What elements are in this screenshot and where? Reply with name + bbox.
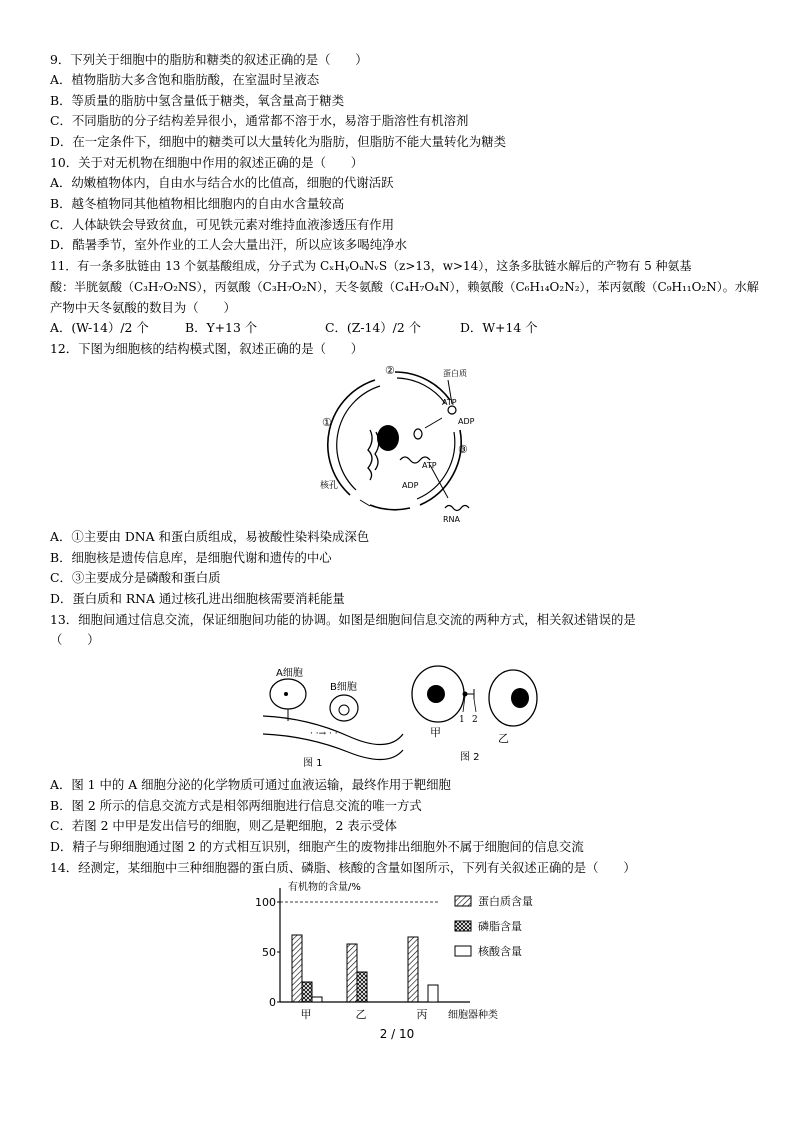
q12-option-d: D．蛋白质和 RNA 通过核孔进出细胞核需要消耗能量 <box>50 591 345 606</box>
y-tick-label: 0 <box>269 996 276 1009</box>
label-pore: 核孔 <box>320 481 339 491</box>
label-2: ② <box>385 364 395 377</box>
x-tick-label: 乙 <box>355 1008 367 1021</box>
q12-option-c: C．③主要成分是磷酸和蛋白质 <box>50 570 221 585</box>
bar-乙-蛋白质含量 <box>347 944 357 1002</box>
label-yi: 乙 <box>498 732 509 745</box>
q12-option-a: A．①主要由 DNA 和蛋白质组成，易被酸性染料染成深色 <box>50 529 370 544</box>
nucleolus <box>377 425 399 451</box>
q11-option-d: D．W+14 个 <box>460 320 538 335</box>
label-protein: 蛋白质 <box>443 369 467 378</box>
legend-label: 蛋白质含量 <box>478 895 533 908</box>
q13-stem: 13．细胞间通过信息交流，保证细胞间功能的协调。如图是细胞间信息交流的两种方式，相关叙述错误的是 <box>50 612 636 627</box>
envelope-inner-top <box>397 378 445 403</box>
label-fig2: 图 2 <box>460 752 480 763</box>
q13-option-d: D．精子与卵细胞通过图 2 的方式相互识别，细胞产生的废物排出细胞外不属于细胞间的信息交流 <box>50 839 584 854</box>
q13-stem-2: （ ） <box>50 632 100 647</box>
page-number: 2 / 10 <box>379 1027 415 1041</box>
envelope-outer-bottom <box>370 505 410 510</box>
cell-jia-nucleus <box>427 685 445 703</box>
q13-option-a: A．图 1 中的 A 细胞分泌的化学物质可通过血液运输，最终作用于靶细胞 <box>50 777 451 792</box>
legend-swatch <box>455 946 471 956</box>
y-tick-label: 50 <box>262 946 276 959</box>
label-adp-top: ADP <box>458 417 475 426</box>
x-tick-label: 丙 <box>416 1008 428 1021</box>
q9-option-c: C．不同脂肪的分子结构差异很小，通常都不溶于水，易溶于脂溶性有机溶剂 <box>50 113 469 128</box>
label-fig1: 图 1 <box>303 758 323 769</box>
legend-label: 核酸含量 <box>478 945 522 958</box>
organelle-bar-chart <box>250 880 550 1025</box>
q10-option-a: A．幼嫩植物体内，自由水与结合水的比值高，细胞的代谢活跃 <box>50 175 394 190</box>
protein-circle <box>448 406 456 414</box>
q11-line1: 11．有一条多肽链由 13 个氨基酸组成，分子式为 CₓHᵧOᵤNᵥS（z>13，w>14），这条多肽链水解后的产物有 5 种氨基 <box>50 259 692 273</box>
q10-stem: 10．关于对无机物在细胞中作用的叙述正确的是（ ） <box>50 155 364 170</box>
cell-a-dot <box>284 692 288 696</box>
cell-yi-nucleus <box>511 688 529 708</box>
q10-option-c: C．人体缺铁会导致贫血，可见铁元素对维持血液渗透压有作用 <box>50 217 395 232</box>
cell-b-nucleus <box>339 705 349 715</box>
q10-option-d: D．酷暑季节，室外作业的工人会大量出汗，所以应该多喝纯净水 <box>50 237 407 252</box>
x-tick-label: 甲 <box>300 1008 312 1021</box>
bar-丙-核酸含量 <box>428 985 438 1002</box>
q9-stem: 9．下列关于细胞中的脂肪和糖类的叙述正确的是（ ） <box>50 52 368 67</box>
q11-option-b: B．Y+13 个 <box>185 320 258 335</box>
bar-丙-蛋白质含量 <box>408 937 418 1002</box>
bar-甲-核酸含量 <box>312 997 322 1002</box>
bar-乙-磷脂含量 <box>357 972 367 1002</box>
q13-option-c: C．若图 2 中甲是发出信号的细胞，则乙是靶细胞，2 表示受体 <box>50 818 397 833</box>
y-tick-label: 100 <box>255 896 276 909</box>
label-1: ① <box>322 416 332 429</box>
bar-甲-蛋白质含量 <box>292 935 302 1002</box>
receptor <box>465 689 474 699</box>
q11-line2: 酸：半胱氨酸（C₃H₇O₂NS），丙氨酸（C₃H₇O₂N），天冬氨酸（C₄H₇O₄N），赖氨酸（C₆H₁₄O₂N₂），苯丙氨酸（C₉H₁₁O₂N）。水解 <box>50 280 759 294</box>
label-atp-bottom: ATP <box>422 461 437 470</box>
envelope-outer-left <box>328 380 375 495</box>
q10-option-b: B．越冬植物同其他植物相比细胞内的自由水含量较高 <box>50 196 345 211</box>
legend-swatch <box>455 896 471 906</box>
label-cell-a: A细胞 <box>276 668 303 679</box>
label-cell-b: B细胞 <box>330 682 357 693</box>
q9-option-b: B．等质量的脂肪中氢含量低于糖类，氧含量高于糖类 <box>50 93 345 108</box>
label-jia: 甲 <box>430 726 441 739</box>
bar-甲-磷脂含量 <box>302 982 312 1002</box>
x-axis-label: 细胞器种类 <box>448 1010 498 1021</box>
q11-option-c: C．(Z-14）/2 个 <box>325 320 422 335</box>
signal-diagram <box>258 656 578 771</box>
y-axis-label: 有机物的含量/% <box>288 882 361 893</box>
q11-option-a: A．(W-14）/2 个 <box>50 320 149 335</box>
label-n1: 1 <box>459 715 465 725</box>
nucleus-diagram <box>300 360 510 525</box>
envelope-outer-top <box>395 372 450 400</box>
q9-option-d: D．在一定条件下，细胞中的糖类可以大量转化为脂肪，但脂肪不能大量转化为糖类 <box>50 134 506 149</box>
flow-dots: · ·→ · · <box>310 729 338 739</box>
q11-line3: 产物中天冬氨酸的数目为（ ） <box>50 300 236 315</box>
q13-option-b: B．图 2 所示的信息交流方式是相邻两细胞进行信息交流的唯一方式 <box>50 798 422 813</box>
label-3: ③ <box>458 443 468 456</box>
q14-stem: 14．经测定，某细胞中三种细胞器的蛋白质、磷脂、核酸的含量如图所示，下列有关叙述正确的是（ ） <box>50 860 636 875</box>
q9-option-a: A．植物脂肪大多含饱和脂肪酸，在室温时呈液态 <box>50 72 320 87</box>
cell-b <box>330 695 358 721</box>
legend-label: 磷脂含量 <box>478 920 522 933</box>
legend-swatch <box>455 921 471 931</box>
label-atp-top: ATP <box>442 398 457 407</box>
label-adp-bottom: ADP <box>402 481 419 490</box>
pore-leader <box>360 500 370 506</box>
protein-particle <box>414 429 422 439</box>
q12-stem: 12．下图为细胞核的结构模式图，叙述正确的是（ ） <box>50 341 364 356</box>
q12-option-b: B．细胞核是遗传信息库，是细胞代谢和遗传的中心 <box>50 550 332 565</box>
label-n2: 2 <box>472 715 478 725</box>
label-rna: RNA <box>443 515 461 524</box>
rna-outside <box>445 506 469 511</box>
arrow-in <box>425 418 442 428</box>
